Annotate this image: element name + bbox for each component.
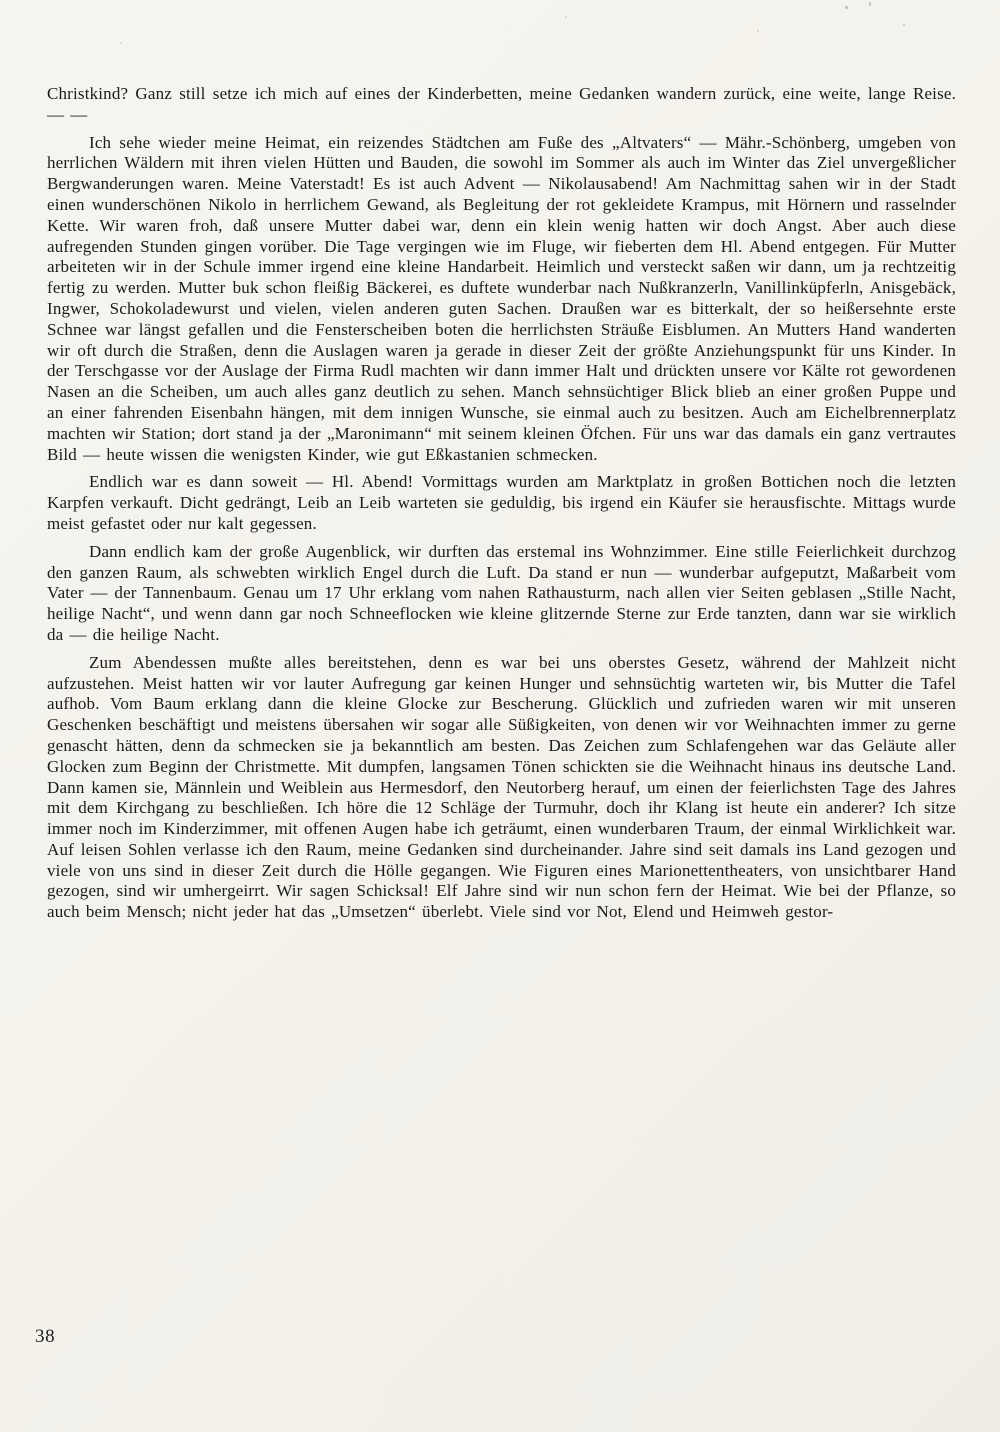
- scan-speckle: [845, 6, 848, 9]
- paragraph: Zum Abendessen mußte alles bereitstehen, denn es war bei uns oberstes Gesetz, während der Mahlzeit nicht aufzustehen. Meist hatten wir vor lauter Aufregung gar keinen Hunger und sehnsüchtig warteten wir, bis Mutter die Tafel aufhob. Vom Baum erklang dann die kleine Glocke zur Bescherung. Glücklich und zufrieden waren wir mit unseren Geschenken beschäftigt und meistens übersahen wir sogar alle Süßigkeiten, von denen wir vor Weihnachten immer zu gerne genascht hätten, denn da schmecken sie ja bekanntlich am besten. Das Zeichen zum Schlafengehen war das Geläute aller Glocken zum Beginn der Christmette. Mit dumpfen, langsamen Tönen schickten sie die Weihnacht hinaus ins deutsche Land. Dann kamen sie, Männlein und Weiblein aus Hermesdorf, den Neutorberg herauf, um einen der feierlichsten Tage des Jahres mit dem Kirchgang zu beschließen. Ich höre die 12 Schläge der Turmuhr, doch ihr Klang ist heute ein anderer? Ich sitze immer noch im Kinderzimmer, mit offenen Augen habe ich geträumt, einen wunderbaren Traum, der einmal Wirklichkeit war. Auf leisen Sohlen verlasse ich den Raum, meine Gedanken sind durcheinander. Jahre sind seit damals ins Land gezogen und viele von uns sind in dieser Zeit durch die Hölle gegangen. Wie Figuren eines Marionettentheaters, von unsichtbarer Hand gezogen, sind wir umhergeirrt. Wir sagen Schicksal! Elf Jahre sind wir nun schon fern der Heimat. Wie bei der Pflanze, so auch beim Mensch; nicht jeder hat das „Umsetzen“ überlebt. Viele sind vor Not, Elend und Heimweh gestor-: [47, 652, 956, 922]
- scan-speckle: [120, 42, 122, 44]
- paragraph-continuation: Christkind? Ganz still setze ich mich auf eines der Kinderbetten, meine Gedanken wandern zurück, eine weite, lange Reise. — —: [47, 84, 956, 124]
- paragraph: Dann endlich kam der große Augenblick, wir durften das erstemal ins Wohnzimmer. Eine stille Feierlichkeit durchzog den ganzen Raum, als schwebten wirklich Engel durch die Luft. Da stand er nun — wunderbar aufgeputzt, Maßarbeit vom Vater — der Tannenbaum. Genau um 17 Uhr erklang vom nahen Rathausturm, nach allen vier Seiten geblasen „Stille Nacht, heilige Nacht“, und wenn dann gar noch Schneeflocken wie kleine glitzernde Sterne zur Erde tanzten, dann war sie wirklich da — die heilige Nacht.: [47, 541, 956, 644]
- scan-speckle: [565, 16, 567, 18]
- page-number: 38: [35, 1326, 56, 1347]
- scan-speckle: [757, 30, 759, 32]
- scan-speckle: [903, 24, 905, 26]
- body-text: [47, 84, 956, 923]
- paragraph: Endlich war es dann soweit — Hl. Abend! Vormittags wurden am Marktplatz in großen Bottichen noch die letzten Karpfen verkauft. Dicht gedrängt, Leib an Leib warteten sie geduldig, bis irgend ein Käufer sie herausfischte. Mittags wurde meist gefastet oder nur kalt gegessen.: [47, 472, 956, 533]
- paragraph: Ich sehe wieder meine Heimat, ein reizendes Städtchen am Fuße des „Altvaters“ — Mähr.-Schönberg, umgeben von herrlichen Wäldern mit ihren vielen Hütten und Bauden, die sowohl im Sommer als auch im Winter das Ziel unvergeßlicher Bergwanderungen waren. Meine Vaterstadt! Es ist auch Advent — Nikolausabend! Am Nachmittag sahen wir in der Stadt einen wunderschönen Nikolo in herrlichem Gewand, als Begleitung der rot gekleidete Krampus, mit Hörnern und rasselnder Kette. Wir waren froh, daß unsere Mutter dabei war, denn ein klein wenig hatten wir doch Angst. Aber auch diese aufregenden Stunden gingen vorüber. Die Tage vergingen wie im Fluge, wir fieberten dem Hl. Abend entgegen. Für Mutter arbeiteten wir in der Schule immer irgend eine kleine Handarbeit. Heimlich und versteckt saßen wir dann, um ja rechtzeitig fertig zu werden. Mutter buk schon fleißig Bäckerei, es duftete wunderbar nach Nußkranzerln, Vanillinküpferln, Anisgebäck, Ingwer, Schokoladewurst und vielen, vielen anderen guten Sachen. Draußen war es bitterkalt, der so heißersehnte erste Schnee war längst gefallen und die Fensterscheiben boten die herrlichsten Sträuße Eisblumen. An Mutters Hand wanderten wir oft durch die Straßen, denn die Auslagen waren ja gerade in dieser Zeit der größte Anziehungspunkt für uns Kinder. In der Terschgasse vor der Auslage der Firma Rudl machten wir dann immer Halt und drückten unsere vor Kälte rot gewordenen Nasen an die Scheiben, um auch alles ganz deutlich zu sehen. Manch sehnsüchtiger Blick blieb an einer großen Puppe und an einer fahrenden Eisenbahn hängen, mit dem innigen Wunsche, sie einmal auch zu besitzen. Auch am Eichelbrennerplatz machten wir Station; dort stand ja der „Maronimann“ mit seinem kleinen Öfchen. Für uns war das damals ein ganz vertrautes Bild — heute wissen die wenigsten Kinder, wie gut Eßkastanien schmecken.: [47, 132, 956, 464]
- scan-speckle: [869, 2, 871, 6]
